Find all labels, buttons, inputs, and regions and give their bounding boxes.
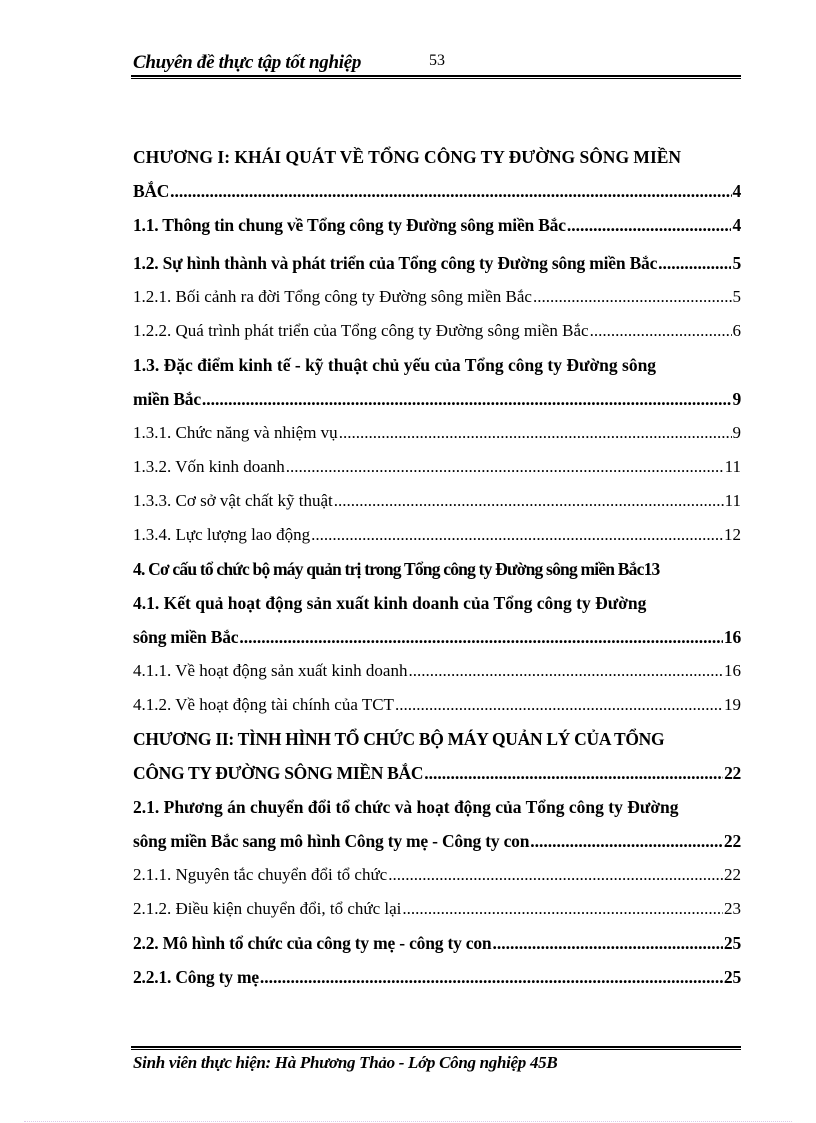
toc-entry-label: 1.2.2. Quá trình phát triển của Tổng công ty Đường sông miền Bắc (133, 321, 589, 340)
toc-entry-label: 1.3.3. Cơ sở vật chất kỹ thuật (133, 491, 333, 510)
header-rule (131, 75, 741, 77)
dot-leader (402, 892, 723, 926)
toc-entry-page: 11 (724, 457, 741, 476)
dot-leader (334, 484, 724, 518)
toc-entry-page: 9 (732, 389, 741, 409)
toc-entry[interactable] (133, 858, 741, 892)
dot-leader (260, 960, 723, 994)
dot-leader (202, 382, 732, 416)
toc-entry[interactable] (133, 756, 741, 790)
toc-entry[interactable] (133, 620, 741, 654)
toc-entry-label: 1.1. Thông tin chung về Tổng công ty Đường sông miền Bắc (133, 215, 566, 235)
toc-entry-wrap-line: 1.3. Đặc điểm kinh tế - kỹ thuật chủ yếu của Tổng công ty Đường sông (133, 355, 657, 375)
dot-leader (339, 416, 732, 450)
toc-entry[interactable] (133, 960, 741, 994)
toc-entry[interactable] (133, 824, 741, 858)
footer-text: Sinh viên thực hiện: Hà Phương Thảo - Lớp Công nghiệp 45B (133, 1053, 558, 1072)
header-rule-thin (131, 78, 741, 79)
dot-leader (424, 756, 723, 790)
dot-leader (408, 654, 723, 688)
toc-entry-label: 1.2. Sự hình thành và phát triển của Tổng công ty Đường sông miền Bắc (133, 253, 658, 273)
toc-entry[interactable] (133, 246, 741, 280)
dot-leader (286, 450, 724, 484)
page-footer (131, 1046, 741, 1073)
toc-entry-page: 9 (732, 423, 741, 442)
toc-entry-label: 1.3.4. Lực lượng lao động (133, 525, 311, 544)
toc-entry-label: 4.1.2. Về hoạt động tài chính của TCT (133, 695, 394, 714)
toc-entry-label: 2.2. Mô hình tổ chức của công ty mẹ - công ty con (133, 933, 492, 953)
toc-entry[interactable] (133, 208, 741, 242)
dot-leader (311, 518, 723, 552)
toc-entry-label: 4. Cơ cấu tổ chức bộ máy quản trị trong Tổng công ty Đường sông miền Bắc (133, 559, 644, 579)
toc-entry-label: 1.2.1. Bối cảnh ra đời Tổng công ty Đường sông miền Bắc (133, 287, 532, 306)
table-of-contents (133, 140, 741, 994)
toc-entry-label: 2.1.1. Nguyên tắc chuyển đổi tổ chức (133, 865, 388, 884)
dot-leader (170, 174, 731, 208)
toc-entry[interactable] (133, 484, 741, 518)
toc-entry[interactable] (133, 174, 741, 208)
dot-leader (533, 280, 732, 314)
toc-entry-page: 16 (724, 661, 741, 680)
footer-rule-thin (131, 1049, 741, 1050)
dot-leader (388, 858, 723, 892)
toc-entry-page: 22 (724, 763, 741, 783)
toc-entry[interactable] (133, 314, 741, 348)
toc-entry[interactable] (133, 416, 741, 450)
toc-entry-wrap-line: 4.1. Kết quả hoạt động sản xuất kinh doanh của Tổng công ty Đường (133, 593, 647, 613)
toc-entry-page: 22 (724, 865, 741, 884)
page-header (131, 50, 741, 78)
toc-entry-page: 22 (723, 831, 741, 851)
dot-leader (590, 314, 732, 348)
toc-entry[interactable] (133, 654, 741, 688)
toc-entry[interactable] (133, 450, 741, 484)
toc-entry-page: 16 (723, 627, 741, 647)
toc-entry[interactable] (133, 518, 741, 552)
toc-entry-page: 19 (724, 695, 741, 714)
toc-entry-page: 25 (723, 967, 741, 987)
toc-entry-page: 4 (732, 215, 741, 235)
dot-leader (395, 688, 723, 722)
toc-entry-page: 25 (723, 933, 741, 953)
toc-entry[interactable] (133, 280, 741, 314)
toc-entry[interactable] (133, 688, 741, 722)
toc-entry-page: 12 (724, 525, 741, 544)
toc-entry[interactable] (133, 892, 741, 926)
toc-entry-label: 1.3.2. Vốn kinh doanh (133, 457, 285, 476)
dot-leader (492, 926, 722, 960)
toc-entry[interactable] (133, 926, 741, 960)
toc-entry-page: 13 (643, 559, 660, 579)
page-edge (24, 1121, 792, 1122)
dot-leader (658, 246, 731, 280)
toc-entry-label: sông miền Bắc sang mô hình Công ty mẹ - Công ty con (133, 831, 530, 851)
header-title: Chuyên đề thực tập tốt nghiệp (133, 52, 362, 73)
toc-entry-wrap-line: CHƯƠNG II: TÌNH HÌNH TỔ CHỨC BỘ MÁY QUẢN LÝ CỦA TỔNG (133, 729, 665, 749)
dot-leader (567, 208, 732, 242)
header-page-number: 53 (429, 52, 445, 69)
toc-entry-wrap-line: 2.1. Phương án chuyển đổi tổ chức và hoạt động của Tổng công ty Đường (133, 797, 679, 817)
toc-entry-label: 4.1.1. Về hoạt động sản xuất kinh doanh (133, 661, 408, 680)
footer-rule (131, 1046, 741, 1048)
dot-leader (239, 620, 723, 654)
toc-entry-label: 2.1.2. Điều kiện chuyển đổi, tổ chức lại (133, 899, 402, 918)
toc-entry-label: sông miền Bắc (133, 627, 239, 647)
dot-leader (530, 824, 723, 858)
toc-entry-label: miền Bắc (133, 389, 201, 409)
toc-entry[interactable] (133, 382, 741, 416)
toc-entry-label: CÔNG TY ĐƯỜNG SÔNG MIỀN BẮC (133, 763, 424, 783)
toc-entry[interactable] (133, 552, 741, 586)
toc-entry-label: BẮC (133, 181, 170, 201)
toc-entry-page: 11 (724, 491, 741, 510)
toc-entry-page: 4 (732, 181, 741, 201)
toc-entry-page: 23 (724, 899, 741, 918)
toc-entry-label: 1.3.1. Chức năng và nhiệm vụ (133, 423, 338, 442)
toc-entry-wrap-line: CHƯƠNG I: KHÁI QUÁT VỀ TỔNG CÔNG TY ĐƯỜNG SÔNG MIỀN (133, 147, 682, 167)
toc-entry-label: 2.2.1. Công ty mẹ (133, 967, 259, 987)
toc-entry-page: 6 (732, 321, 741, 340)
toc-entry-page: 5 (732, 253, 741, 273)
toc-entry-page: 5 (732, 287, 741, 306)
